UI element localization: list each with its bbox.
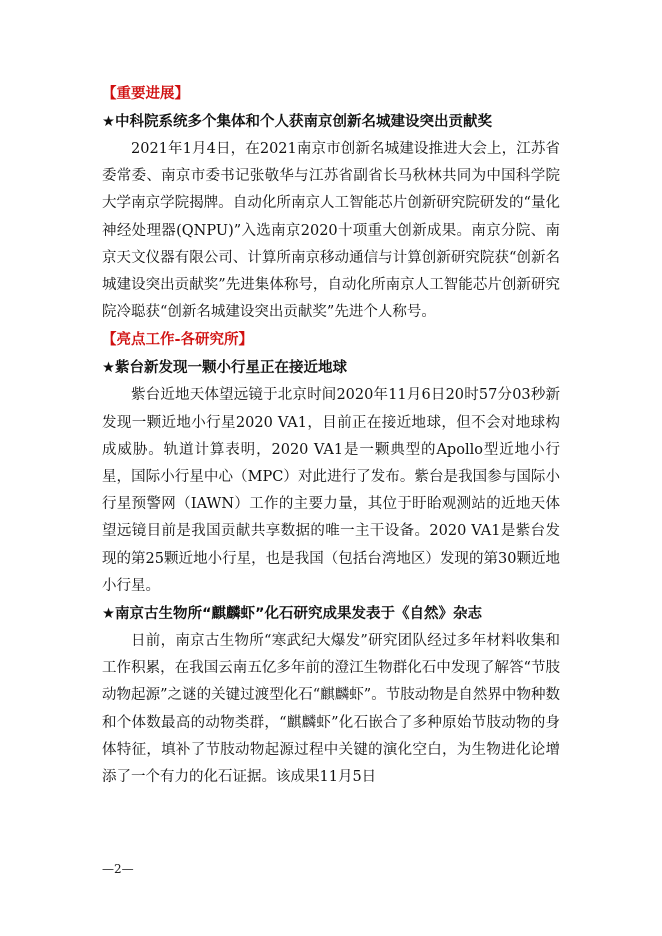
news-body: 2021年1月4日，在2021南京市创新名城建设推进大会上，江苏省委常委、南京市委书记张敬华与江苏省副省长马秋林共同为中国科学院大学南京学院揭牌。自动化所南京人工智能芯片创新研究院研发的“量化神经处理器(QNPU)”入选南京2020十项重大创新成果。南京分院、南京天文仪器有限公司、计算所南京移动通信与计算创新研究院获“创新名城建设突出贡献奖”先进集体称号，自动化所南京人工智能芯片创新研究院冷聪获“创新名城建设突出贡献奖”先进个人称号。 (102, 141, 560, 321)
section-header-highlights: 【亮点工作-各研究所】 (102, 332, 254, 349)
page-number: —2— (102, 862, 134, 876)
news-headline: ★南京古生物所“麒麟虾”化石研究成果发表于《自然》杂志 (102, 606, 483, 623)
news-body: 日前，南京古生物所“寒武纪大爆发”研究团队经过多年材料收集和工作积累，在我国云南五亿多年前的澄江生物群化石中发现了解答“节肢动物起源”之谜的关键过渡型化石“麒麟虾”。节肢动物是自然界中物种数和个体数最高的动物类群，“麒麟虾”化石嵌合了多种原始节肢动物的身体特征，填补了节肢动物起源过程中关键的演化空白，为生物进化论增添了一个有力的化石证据。该成果11月5日 (102, 633, 560, 786)
news-headline: ★中科院系统多个集体和个人获南京创新名城建设突出贡献奖 (102, 114, 492, 130)
section-header-important-progress: 【重要进展】 (102, 86, 189, 102)
page-content (102, 80, 560, 791)
news-body: 紫台近地天体望远镜于北京时间2020年11月6日20时57分03秒新发现一颗近地小行星2020 VA1，目前正在接近地球，但不会对地球构成威胁。轨道计算表明，2020 VA1是一颗典型的Apollo型近地小行星，国际小行星中心（MPC）对此进行了发布。紫台是我国参与国际小行星预警网（IAWN）工作的主要力量，其位于盱眙观测站的近地天体望远镜目前是我国贡献共享数据的唯一主干设备。2020 VA1是紫台发现的第25颗近地小行星，也是我国（包括台湾地区）发现的第30颗近地小行星。 (102, 387, 560, 594)
news-headline: ★紫台新发现一颗小行星正在接近地球 (102, 360, 347, 377)
